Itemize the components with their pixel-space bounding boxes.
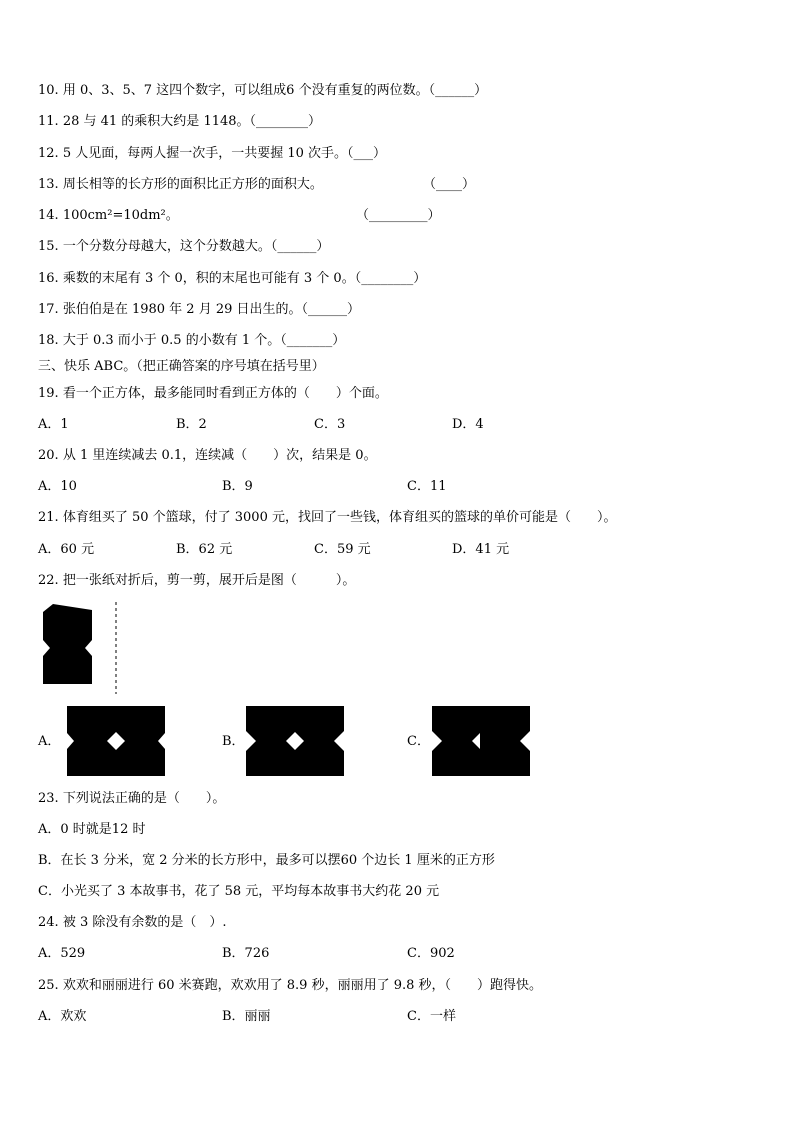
question-number: 13. [38,177,59,192]
question-text: 体育组买了 50 个篮球，付了 3000 元，找回了一些钱，体育组买的篮球的单价可能是（ ）。 [62,510,617,525]
option-c: C．59 元 [314,542,371,557]
option-a: A．60 元 [38,542,95,557]
option-c: C．3 [314,417,346,432]
option-c: C．902 [407,946,455,961]
question-number: 15. [38,239,59,254]
question-11 [38,114,321,130]
question-number: 12. [38,146,59,161]
question-text: 大于 0.3 而小于 0.5 的小数有 1 个。（_______） [62,333,346,348]
question-text: 28 与 41 的乘积大约是 1148。（________） [62,114,322,129]
question-number: 24. [38,915,59,930]
question-number: 14. [38,208,59,223]
question-number: 22. [38,573,59,588]
option-b: B．62 元 [176,542,233,557]
question-number: 20. [38,448,59,463]
option-a: A． [38,734,61,749]
folded-paper-shape [43,604,92,684]
option-a: A．529 [38,946,86,961]
option-b: B． [222,734,245,749]
option-c: C．一样 [407,1009,456,1024]
question-number: 19. [38,386,59,401]
option-a: A．1 [38,417,69,432]
option-a: A．10 [38,479,77,494]
question-text: 张伯伯是在 1980 年 2 月 29 日出生的。（______） [62,302,361,317]
option-a: A．0 时就是12 时 [38,822,146,837]
option-b-figure [246,706,344,776]
question-text: 欢欢和丽丽进行 60 米赛跑，欢欢用了 8.9 秒，丽丽用了 9.8 秒，（ ）跑得快。 [62,978,543,993]
question-23 [38,791,225,807]
question-number: 21. [38,510,59,525]
question-text: 5 人见面，每两人握一次手，一共要握 10 次手。（___） [62,146,387,161]
question-25 [38,978,542,994]
option-c: C．小光买了 3 本故事书，花了 58 元，平均每本故事书大约花 20 元 [38,884,440,899]
option-c: C． [407,734,430,749]
question-22 [38,573,355,589]
option-d: D．4 [452,417,484,432]
question-12 [38,146,386,162]
question-text: 从 1 里连续减去 0.1，连续减（ ）次，结果是 0。 [62,448,377,463]
question-number: 23. [38,791,59,806]
question-13 [38,177,323,193]
question-text: 用 0、3、5、7 这四个数字，可以组成6 个没有重复的两位数。（______） [62,83,488,98]
question-text: 100cm²=10dm²。 [62,208,179,223]
question-number: 10. [38,83,59,98]
question-20 [38,448,377,464]
question-text: 下列说法正确的是（ ）。 [62,791,226,806]
option-b: B．9 [222,479,253,494]
option-a-figure [67,706,165,776]
question-text: 被 3 除没有余数的是（ ）. [62,915,227,930]
option-b: B．2 [176,417,207,432]
question-number: 11. [38,114,59,129]
option-a: A．欢欢 [38,1009,87,1024]
question-18 [38,333,345,349]
answer-paren-14: （_________） [356,208,441,223]
question-number: 17. [38,302,59,317]
option-b: B．在长 3 分米，宽 2 分米的长方形中，最多可以摆60 个边长 1 厘米的正方形 [38,853,495,868]
option-c-figure [432,706,530,776]
question-14 [38,208,179,224]
question-number: 16. [38,271,59,286]
question-10 [38,83,487,99]
question-19 [38,386,388,402]
question-text: 乘数的末尾有 3 个 0，积的末尾也可能有 3 个 0。（________） [62,271,427,286]
question-text: 把一张纸对折后，剪一剪，展开后是图（ ）。 [62,573,356,588]
question-text: 一个分数分母越大，这个分数越大。（______） [62,239,330,254]
question-21 [38,510,616,526]
question-17 [38,302,360,318]
question-16 [38,271,426,287]
option-b: B．丽丽 [222,1009,271,1024]
option-c: C．11 [407,479,447,494]
section-title: 三、快乐 ABC。（把正确答案的序号填在括号里） [38,359,325,374]
question-number: 18. [38,333,59,348]
option-d: D．41 元 [452,542,510,557]
folded-paper-figure [40,600,122,696]
question-text: 看一个正方体，最多能同时看到正方体的（ ）个面。 [62,386,388,401]
question-number: 25. [38,978,59,993]
question-text: 周长相等的长方形的面积比正方形的面积大。 [62,177,323,192]
answer-paren-13: （____） [423,177,476,192]
option-b: B．726 [222,946,270,961]
question-24 [38,915,227,931]
question-15 [38,239,329,255]
